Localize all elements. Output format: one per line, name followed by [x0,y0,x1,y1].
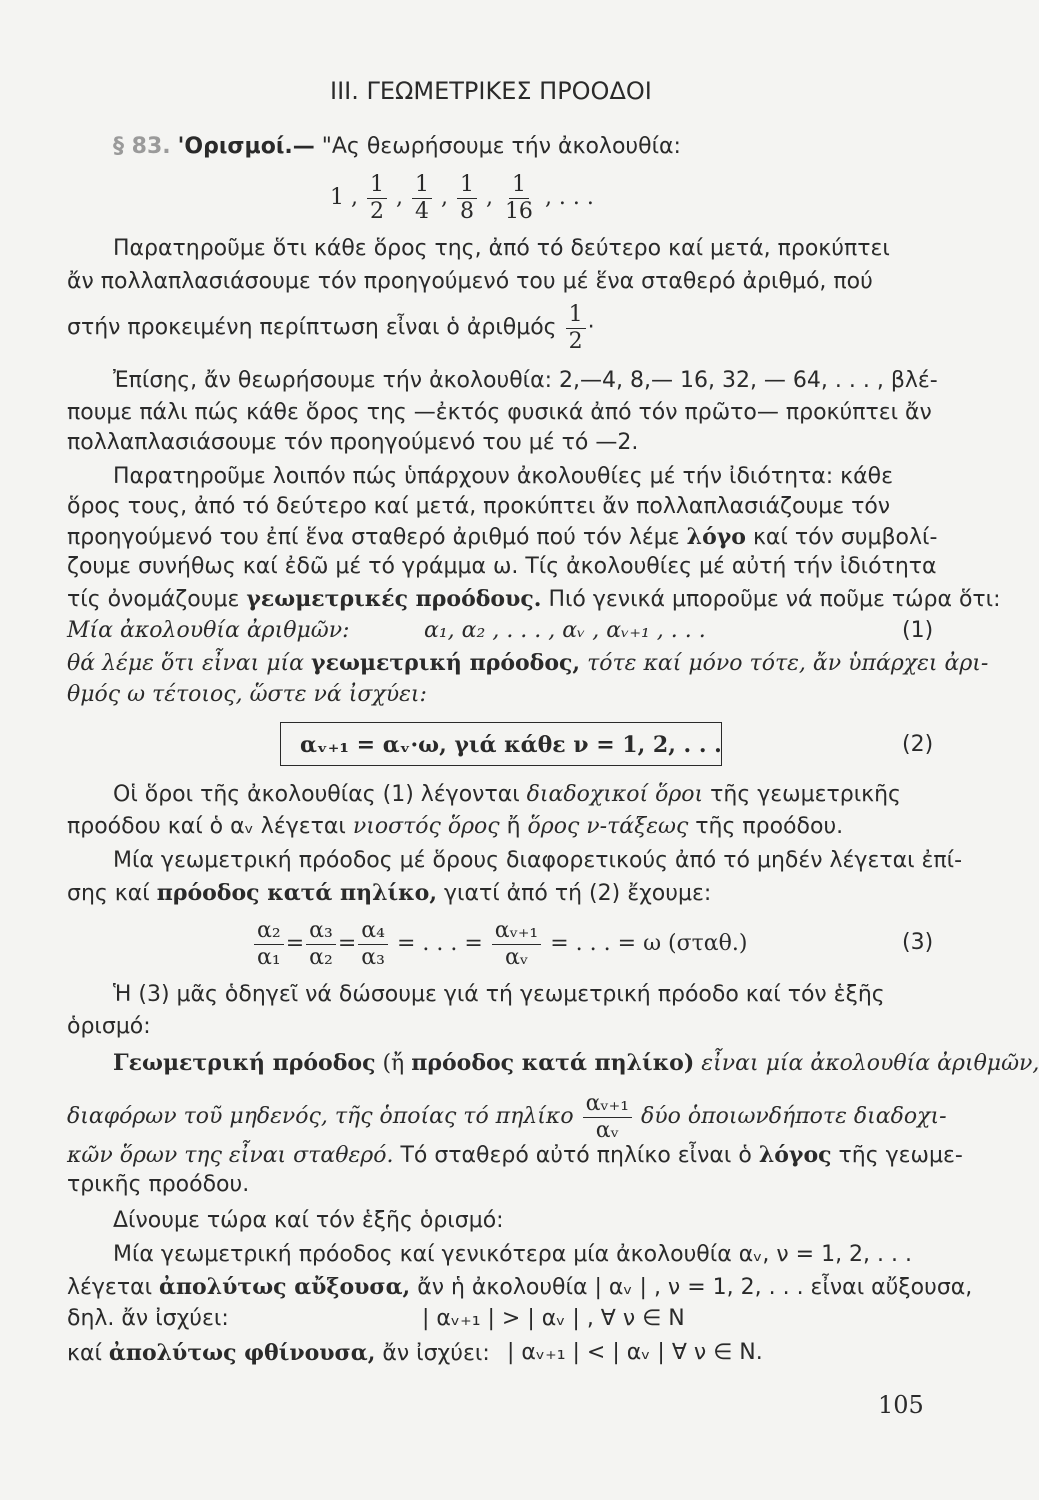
section-line [113,132,681,162]
para2-line3: πολλαπλασιάσουμε τόν προηγούμενό του μέ τό —2. [67,430,639,455]
para5-line2: σης καί πρόοδος κατά πηλίκο, γιατί ἀπό τή (2) ἔχουμε: [67,880,712,906]
def2-line4: τρικῆς προόδου. [67,1172,250,1197]
fraction: $\frac{1}{2}$ [367,173,387,222]
keyword-logos: λόγο [686,524,746,550]
fraction: $\frac{\text{αᵥ₊₁}}{\text{αᵥ}}$ [492,919,541,968]
section-intro: "Ας θεωρήσουμε τήν ἀκολουθία: [321,134,681,159]
page-number: 105 [878,1391,924,1419]
equation-3: $\frac{\text{α₂}}{\text{α₁}}$ = $\frac{\text{α₃}}{\text{α₂}}$ = $\frac{\text{α₄}}{\text{α₃}}$ = . . . = $\frac{\text{αᵥ₊₁}}{\text{αᵥ}}$ = . . . = ω (σταθ.) [252,914,747,974]
equation-number-3: (3) [902,930,934,955]
fraction: $\frac{\text{α₂}}{\text{α₁}}$ [254,919,284,968]
section-number: § 83. [113,134,171,159]
para2-line1: Ἐπίσης, ἄν θεωρήσουμε τήν ἀκολουθία: 2,—4, 8,— 16, 32, — 64, . . . , βλέ- [113,368,938,393]
fraction: $\frac{\text{αᵥ₊₁}}{\text{αᵥ}}$ [583,1092,632,1141]
para2-line2: πουμε πάλι πώς κάθε ὅρος της —ἐκτός φυσικά ἀπό τόν πρῶτο— προκύπτει ἄν [67,400,932,425]
def2-line3: κῶν ὅρων της εἶναι σταθερό. Τό σταθερό αὐτό πηλίκο εἶναι ὁ λόγος τῆς γεωμε- [67,1142,963,1168]
para6-line1: Ἡ (3) μᾶς ὁδηγεῖ νά δώσουμε γιά τή γεωμετρική πρόοδο καί τόν ἑξῆς [113,982,885,1007]
def1-label: Μία ἀκολουθία ἀριθμῶν: [67,618,350,643]
fraction: $\frac{1}{2}$ [566,303,586,352]
para3-line4: ζουμε συνήθως καί ἐδῶ μέ τό γράμμα ω. Τίς ἀκολουθίες μέ αὐτή τήν ἰδιότητα [67,554,937,579]
fraction: $\frac{1}{8}$ [457,173,477,222]
equation-number-1: (1) [902,618,934,643]
chapter-title: III. ΓΕΩΜΕΤΡΙΚΕΣ ΠΡΟΟΔΟΙ [330,77,652,105]
para8-line3: δηλ. ἄν ἰσχύει: | αᵥ₊₁ | > | αᵥ | , ∀ ν ∈ N [67,1306,685,1331]
para3-line3: προηγούμενό του ἐπί ἕνα σταθερό ἀριθμό πού τόν λέμε λόγο καί τόν συμβολί- [67,524,938,550]
para1-line1: Παρατηροῦμε ὅτι κάθε ὅρος της, ἀπό τό δεύτερο καί μετά, προκύπτει [113,236,890,261]
para6-line2: ὁρισμό: [67,1014,151,1039]
fraction: $\frac{1}{16}$ [504,172,533,224]
para8-line1: Μία γεωμετρική πρόοδος καί γενικότερα μία ἀκολουθία αᵥ, ν = 1, 2, . . . [113,1242,913,1267]
fraction: $\frac{1}{4}$ [412,173,432,222]
para3-line1: Παρατηροῦμε λοιπόν πώς ὑπάρχουν ἀκολουθίες μέ τήν ἰδιότητα: κάθε [113,464,894,489]
keyword-geometric-progressions: γεωμετρικές προόδους. [246,586,542,612]
para4-line1: Οἱ ὅροι τῆς ἀκολουθίας (1) λέγονται διαδοχικοί ὅροι τῆς γεωμετρικῆς [113,782,901,807]
sequence-1: 1 , $\frac{1}{2}$ , $\frac{1}{4}$ , $\frac{1}{8}$ , $\frac{1}{16}$ , . . . [330,172,594,224]
def1-sequence: α₁, α₂ , . . . , αᵥ , αᵥ₊₁ , . . . [424,618,706,643]
def1-line2: θά λέμε ὅτι εἶναι μία γεωμετρική πρόοδος, τότε καί μόνο τότε, ἄν ὑπάρχει ἀρι- [67,650,989,676]
para3-line2: ὅρος τους, ἀπό τό δεύτερο καί μετά, προκύπτει ἄν πολλαπλασιάζουμε τόν [67,494,891,519]
equation-number-2: (2) [902,732,934,757]
para4-line2: προόδου καί ὁ αᵥ λέγεται νιοστός ὅρος ἤ ὅρος ν-τάξεως τῆς προόδου. [67,814,844,839]
para8-line4: καί ἀπολύτως φθίνουσα, ἄν ἰσχύει: | αᵥ₊₁ | < | αᵥ | ∀ ν ∈ N. [67,1340,763,1366]
def2-line2: διαφόρων τοῦ μηδενός, τῆς ὁποίας τό πηλίκο $\frac{\text{αᵥ₊₁}}{\text{αᵥ}}$ δύο ὁποιωνδήποτε διαδοχι- [67,1091,947,1143]
section-heading: 'Ορισμοί.— [177,134,315,159]
para7-line1: Δίνουμε τώρα καί τόν ἑξῆς ὁρισμό: [113,1208,504,1233]
para5-line1: Μία γεωμετρική πρόοδος μέ ὅρους διαφορετικούς ἀπό τό μηδέν λέγεται ἐπί- [113,848,963,873]
def1-line3: θμός ω τέτοιος, ὥστε νά ἰσχύει: [67,682,427,707]
para1-line2: ἄν πολλαπλασιάσουμε τόν προηγούμενό του μέ ἕνα σταθερό ἀριθμό, πού [67,269,873,294]
def2-line1: Γεωμετρική πρόοδος (ἤ πρόοδος κατά πηλίκο) εἶναι μία ἀκολουθία ἀριθμῶν, [113,1050,1039,1076]
para3-line5: τίς ὀνομάζουμε γεωμετρικές προόδους. Πιό γενικά μποροῦμε νά ποῦμε τώρα ὅτι: [67,586,1001,612]
keyword-logos: λόγος [758,1142,832,1168]
para1-line3: στήν προκειμένη περίπτωση εἶναι ὁ ἀριθμός $\frac{1}{2}$ · [67,302,595,354]
fraction: $\frac{\text{α₃}}{\text{α₂}}$ [306,919,336,968]
para8-line2: λέγεται ἀπολύτως αὔξουσα, ἄν ἡ ἀκολουθία | αᵥ | , ν = 1, 2, . . . εἶναι αὔξουσα, [67,1274,973,1300]
fraction: $\frac{\text{α₄}}{\text{α₃}}$ [358,919,388,968]
equation-2: αᵥ₊₁ = αᵥ·ω, γιά κάθε ν = 1, 2, . . . [300,732,722,758]
